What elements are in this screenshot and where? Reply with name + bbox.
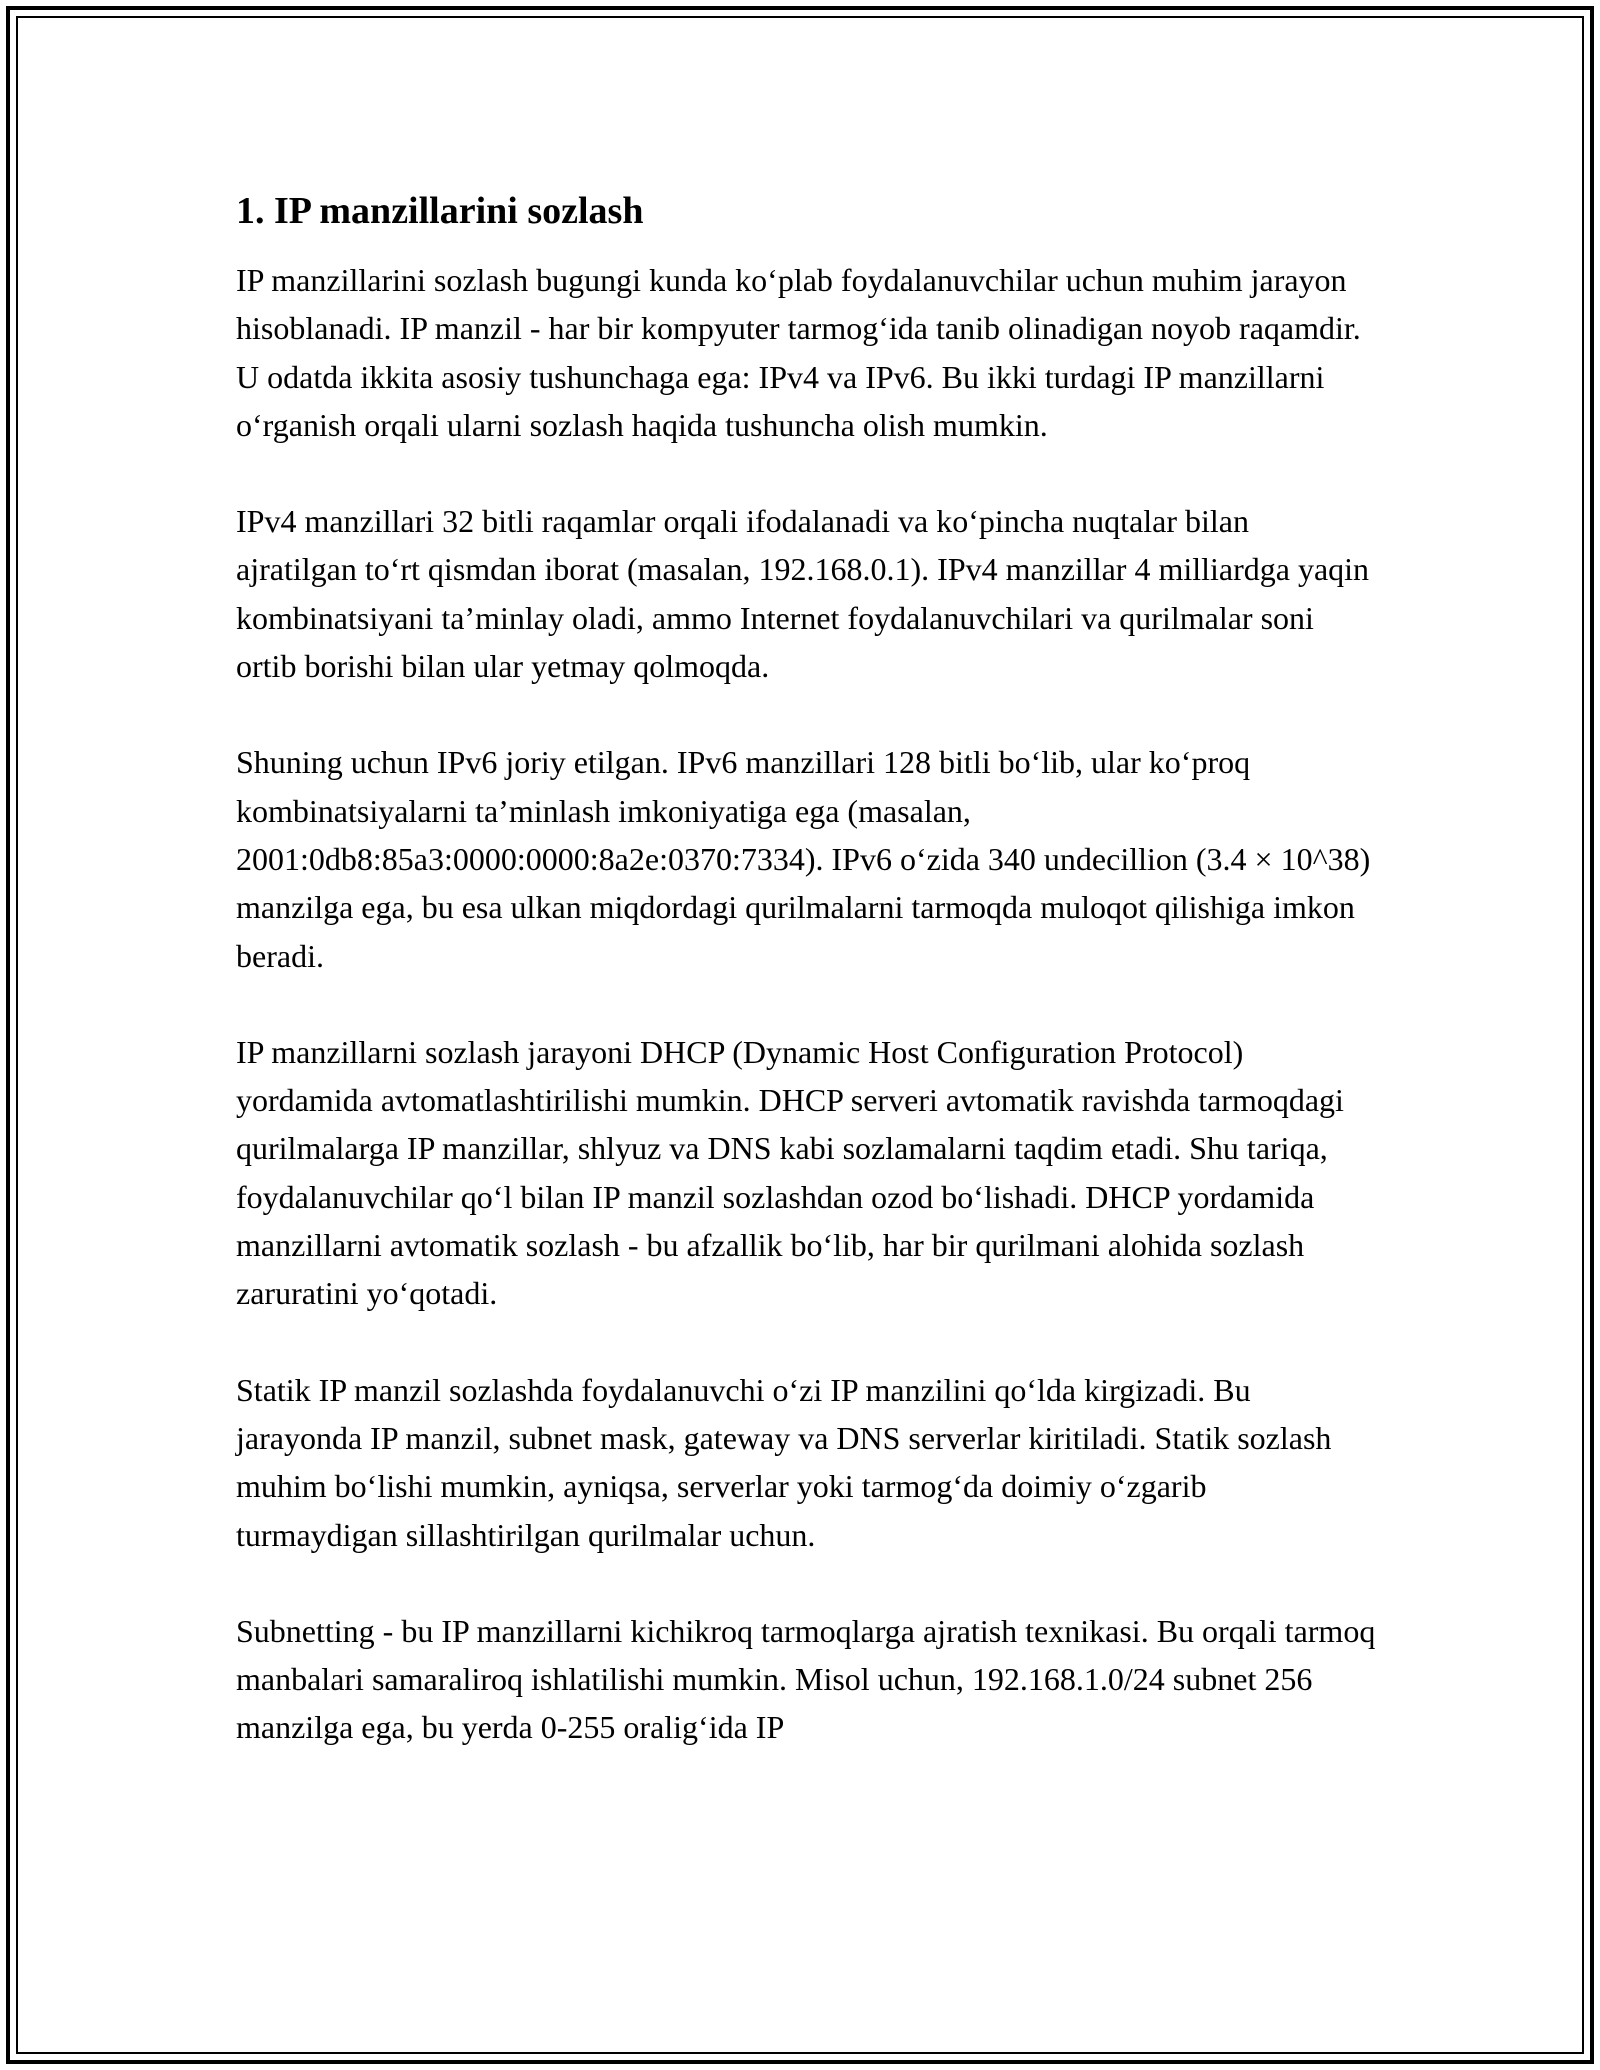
document-body [236, 186, 1376, 1800]
paragraph-intro: IP manzillarini sozlash bugungi kunda ko‘plab foydalanuvchilar uchun muhim jarayon hisoblanadi. IP manzil - har bir kompyuter tarmog‘ida tanib olinadigan noyob raqamdir. U odatda ikkita asosiy tushunchaga ega: IPv4 va IPv6. Bu ikki turdagi IP manzillarni o‘rganish orqali ularni sozlash haqida tushuncha olish mumkin. [236, 262, 1361, 443]
paragraph-dhcp: IP manzillarni sozlash jarayoni DHCP (Dynamic Host Configuration Protocol) yordamida avtomatlashtirilishi mumkin. DHCP serveri avtomatik ravishda tarmoqdagi qurilmalarga IP manzillar, shlyuz va DNS kabi sozlamalarni taqdim etadi. Shu tariqa, foydalanuvchilar qo‘l bilan IP manzil sozlashdan ozod bo‘lishadi. DHCP yordamida manzillarni avtomatik sozlash - bu afzallik bo‘lib, har bir qurilmani alohida sozlash zaruratini yo‘qotadi. [236, 1033, 1344, 1312]
paragraph-ipv6: Shuning uchun IPv6 joriy etilgan. IPv6 manzillari 128 bitli bo‘lib, ular ko‘proq kombinatsiyalarni ta’minlash imkoniyatiga ega (masalan, 2001:0db8:85a3:0000:0000:8a2e:0370:7334). IPv6 o‘zida 340 undecillion (3.4 × 10^38) manzilga ega, bu esa ulkan miqdordagi qurilmalarni tarmoqda muloqot qilishiga imkon beradi. [236, 744, 1371, 974]
paragraph-ipv4: IPv4 manzillari 32 bitli raqamlar orqali ifodalanadi va ko‘pincha nuqtalar bilan ajratilgan to‘rt qismdan iborat (masalan, 192.168.0.1). IPv4 manzillar 4 milliardga yaqin kombinatsiyani ta’minlay oladi, ammo Internet foydalanuvchilari va qurilmalar soni ortib borishi bilan ular yetmay qolmoqda. [236, 503, 1370, 685]
paragraph-subnetting: Subnetting - bu IP manzillarni kichikroq tarmoqlarga ajratish texnikasi. Bu orqali tarmoq manbalari samaraliroq ishlatilishi mumkin. Misol uchun, 192.168.1.0/24 subnet 256 manzilga ega, bu yerda 0-255 oralig‘ida IP [236, 1612, 1376, 1746]
section-heading: 1. IP manzillarini sozlash [236, 190, 644, 232]
paragraph-static-ip: Statik IP manzil sozlashda foydalanuvchi o‘zi IP manzilini qo‘lda kirgizadi. Bu jarayonda IP manzil, subnet mask, gateway va DNS serverlar kiritiladi. Statik sozlash muhim bo‘lishi mumkin, ayniqsa, serverlar yoki tarmog‘da doimiy o‘zgarib turmaydigan sillashtirilgan qurilmalar uchun. [236, 1371, 1332, 1553]
